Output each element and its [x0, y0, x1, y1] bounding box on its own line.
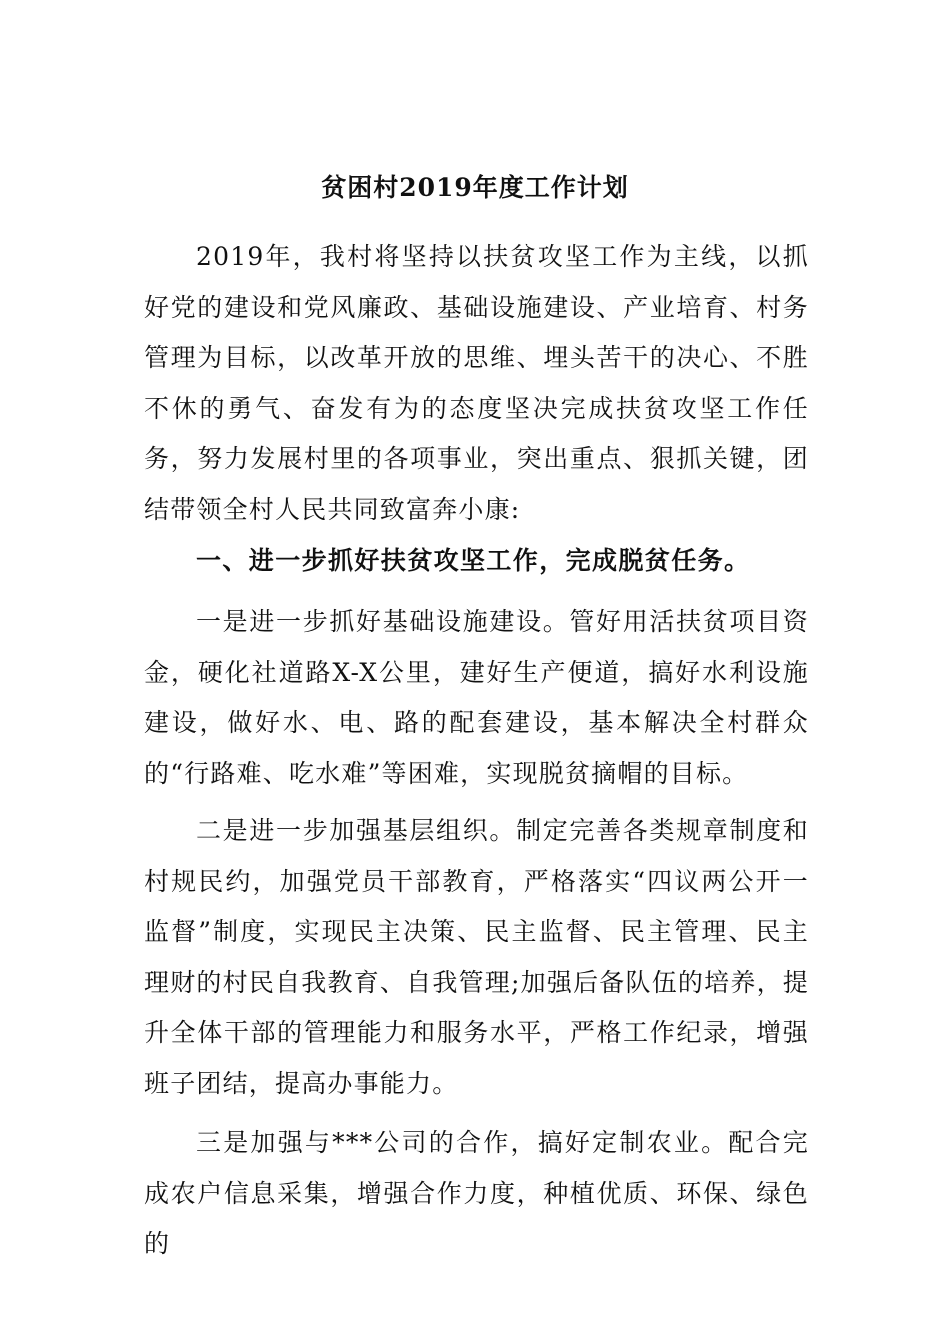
- intro-paragraph: 2019年，我村将坚持以扶贫攻坚工作为主线，以抓好党的建设和党风廉政、基础设施建设、产业培育、村务管理为目标，以改革开放的思维、埋头苦干的决心、不胜不休的勇气、奋发有为的态度坚决完成扶贫攻坚工作任务，努力发展村里的各项事业，突出重点、狠抓关键，团结带领全村人民共同致富奔小康:: [144, 242, 809, 524]
- section-heading: 一、进一步抓好扶贫攻坚工作，完成脱贫任务。: [196, 546, 751, 575]
- document-title: 贫困村2019年度工作计划: [321, 173, 629, 202]
- paragraph-infrastructure: 一是进一步抓好基础设施建设。管好用活扶贫项目资金，硬化社道路X-X公里，建好生产便道，搞好水利设施建设，做好水、电、路的配套建设，基本解决全村群众的“行路难、吃水难”等困难，实现脱贫摘帽的目标。: [144, 607, 809, 788]
- paragraph-organization: 二是进一步加强基层组织。制定完善各类规章制度和村规民约，加强党员干部教育，严格落实“四议两公开一监督”制度，实现民主决策、民主监督、民主管理、民主理财的村民自我教育、自我管理;加强后备队伍的培养，提升全体干部的管理能力和服务水平，严格工作纪录，增强班子团结，提高办事能力。: [144, 816, 809, 1098]
- paragraph-cooperation: 三是加强与***公司的合作，搞好定制农业。配合完成农户信息采集，增强合作力度，种植优质、环保、绿色的: [144, 1128, 809, 1258]
